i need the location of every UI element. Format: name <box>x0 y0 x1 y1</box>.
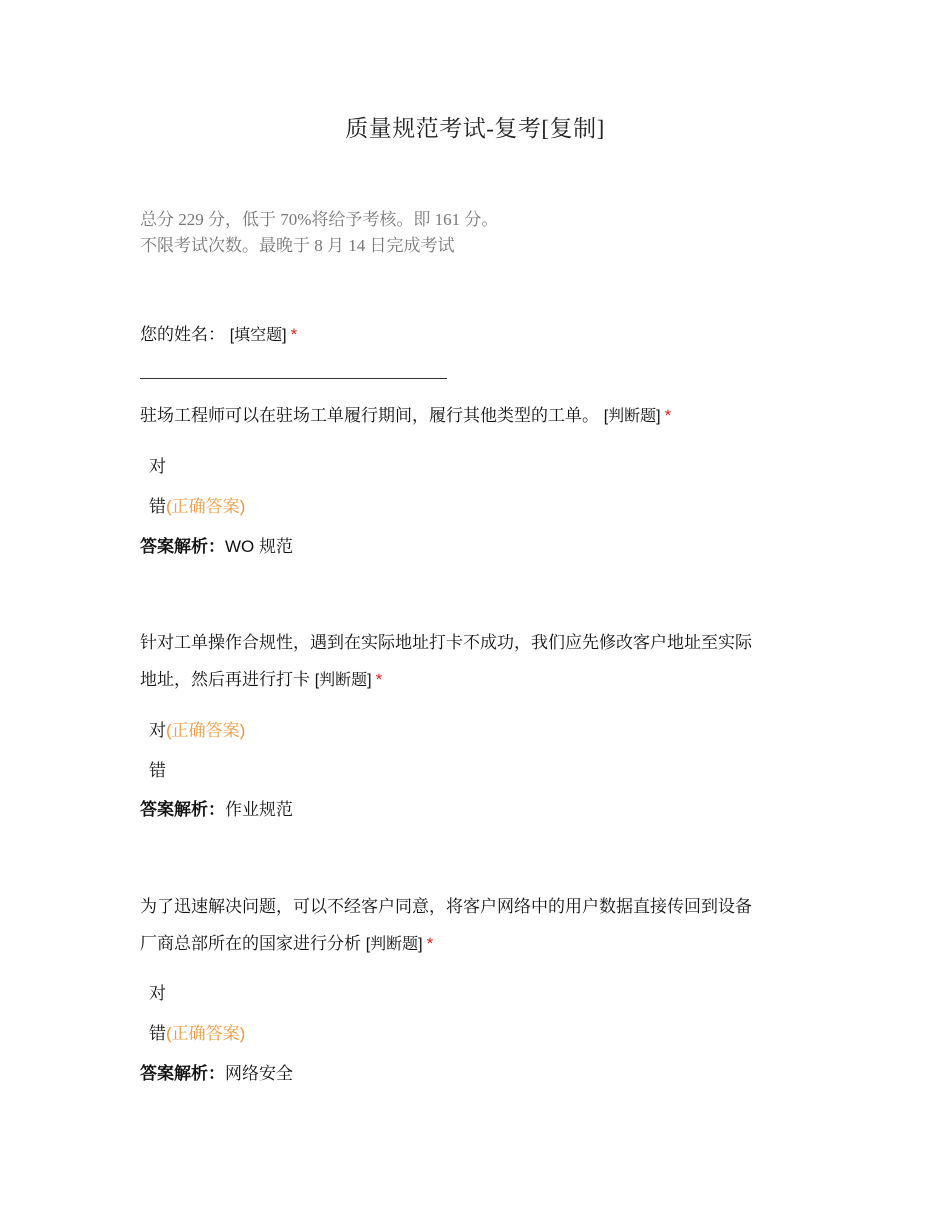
question-2 <box>140 397 820 435</box>
option-label: 错 <box>149 1024 166 1043</box>
correct-answer-tag: (正确答案) <box>166 497 246 516</box>
option-true[interactable] <box>149 979 166 1004</box>
analysis-text: 作业规范 <box>225 800 293 819</box>
required-mark: * <box>375 670 383 689</box>
question-name <box>140 316 820 354</box>
option-label: 对 <box>149 721 166 740</box>
required-mark: * <box>664 406 672 425</box>
required-mark: * <box>426 934 434 953</box>
option-label: 对 <box>149 457 166 476</box>
correct-answer-tag: (正确答案) <box>166 1024 246 1043</box>
analysis-label: 答案解析： <box>140 1064 225 1083</box>
exam-intro <box>140 207 498 259</box>
question-type: [判断题] <box>314 672 372 689</box>
answer-analysis <box>140 795 293 820</box>
question-text-line2: 厂商总部所在的国家进行分析 <box>140 934 361 953</box>
analysis-label: 答案解析： <box>140 800 225 819</box>
name-answer-blank[interactable] <box>140 378 447 379</box>
intro-line-score: 总分 229 分，低于 70%将给予考核。即 161 分。 <box>140 210 499 229</box>
correct-answer-tag: (正确答案) <box>166 721 246 740</box>
answer-analysis <box>140 532 293 557</box>
question-3 <box>140 624 820 699</box>
question-text-line1: 为了迅速解决问题，可以不经客户同意，将客户网络中的用户数据直接传回到设备 <box>140 897 752 916</box>
page-title: 质量规范考试-复考[复制] <box>345 116 605 141</box>
analysis-text: WO 规范 <box>225 537 293 556</box>
question-text: 您的姓名： <box>140 325 225 344</box>
option-true[interactable] <box>149 716 245 741</box>
analysis-text: 网络安全 <box>225 1064 293 1083</box>
option-false[interactable] <box>149 492 245 517</box>
question-text-line2: 地址，然后再进行打卡 <box>140 670 310 689</box>
option-true[interactable] <box>149 452 166 477</box>
question-4 <box>140 888 820 963</box>
option-false[interactable] <box>149 756 166 781</box>
question-text: 驻场工程师可以在驻场工单履行期间，履行其他类型的工单。 <box>140 406 599 425</box>
question-type: [判断题] <box>365 936 423 953</box>
option-label: 错 <box>149 761 166 780</box>
required-mark: * <box>290 325 298 344</box>
option-false[interactable] <box>149 1019 245 1044</box>
option-label: 对 <box>149 984 166 1003</box>
question-type: [填空题] <box>229 327 287 344</box>
answer-analysis <box>140 1059 293 1084</box>
question-type: [判断题] <box>603 408 661 425</box>
analysis-label: 答案解析： <box>140 537 225 556</box>
option-label: 错 <box>149 497 166 516</box>
question-text-line1: 针对工单操作合规性，遇到在实际地址打卡不成功，我们应先修改客户地址至实际 <box>140 633 752 652</box>
intro-line-deadline: 不限考试次数。最晚于 8 月 14 日完成考试 <box>140 236 455 255</box>
